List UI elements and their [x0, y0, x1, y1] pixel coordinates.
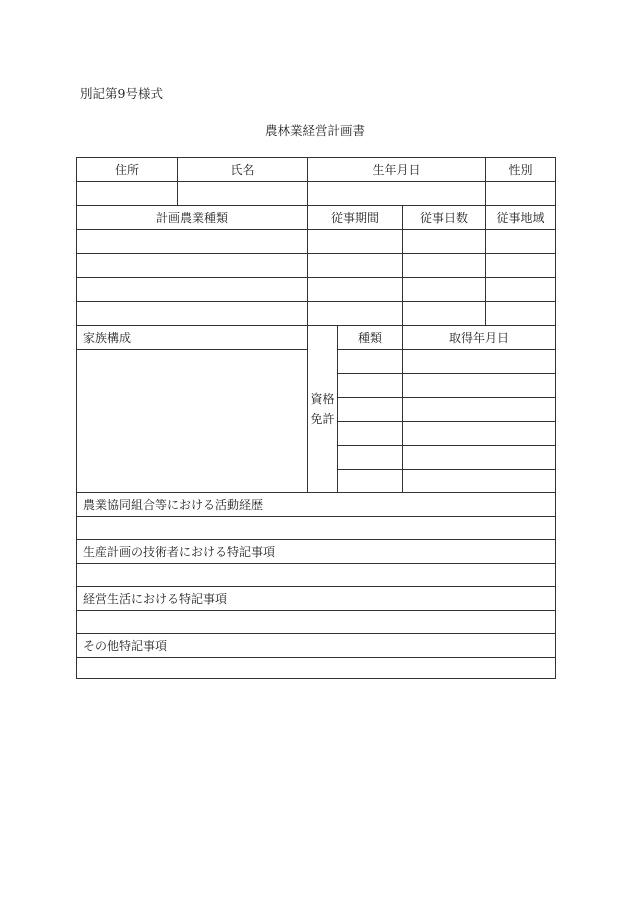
header-work-period: 従事期間 — [307, 205, 403, 230]
license-type-header: 種類 — [337, 325, 403, 350]
license-date-field[interactable] — [402, 421, 556, 446]
work-period-field[interactable] — [307, 301, 403, 326]
work-area-field[interactable] — [485, 253, 556, 278]
work-period-field[interactable] — [307, 277, 403, 302]
form-number: 別記第9号様式 — [80, 86, 163, 101]
management-notes-label: 経営生活における特記事項 — [76, 586, 556, 611]
license-type-field[interactable] — [337, 469, 403, 493]
farm-type-field[interactable] — [76, 229, 308, 254]
coop-history-field[interactable] — [76, 516, 556, 540]
name-field[interactable] — [177, 181, 308, 206]
license-type-field[interactable] — [337, 421, 403, 446]
work-area-field[interactable] — [485, 301, 556, 326]
work-days-field[interactable] — [402, 229, 486, 254]
license-type-field[interactable] — [337, 397, 403, 422]
header-farm-type: 計画農業種類 — [76, 205, 308, 230]
license-date-field[interactable] — [402, 469, 556, 493]
page-title: 農林業経営計画書 — [264, 123, 365, 138]
work-period-field[interactable] — [307, 229, 403, 254]
header-work-days: 従事日数 — [402, 205, 486, 230]
license-type-field[interactable] — [337, 445, 403, 470]
license-date-field[interactable] — [402, 445, 556, 470]
farm-type-field[interactable] — [76, 277, 308, 302]
other-notes-label: その他特記事項 — [76, 633, 556, 658]
farm-type-field[interactable] — [76, 301, 308, 326]
license-date-field[interactable] — [402, 349, 556, 374]
birthdate-field[interactable] — [307, 181, 486, 206]
header-birthdate: 生年月日 — [307, 157, 486, 182]
family-field[interactable] — [76, 349, 308, 493]
work-days-field[interactable] — [402, 253, 486, 278]
family-label: 家族構成 — [76, 325, 308, 350]
header-address: 住所 — [76, 157, 178, 182]
management-notes-field[interactable] — [76, 610, 556, 634]
license-date-field[interactable] — [402, 373, 556, 398]
work-area-field[interactable] — [485, 229, 556, 254]
header-gender: 性別 — [485, 157, 556, 182]
other-notes-field[interactable] — [76, 657, 556, 679]
work-days-field[interactable] — [402, 301, 486, 326]
license-date-header: 取得年月日 — [402, 325, 556, 350]
license-type-field[interactable] — [337, 349, 403, 374]
work-days-field[interactable] — [402, 277, 486, 302]
farm-type-field[interactable] — [76, 253, 308, 278]
gender-field[interactable] — [485, 181, 556, 206]
license-type-field[interactable] — [337, 373, 403, 398]
license-date-field[interactable] — [402, 397, 556, 422]
header-name: 氏名 — [177, 157, 308, 182]
technician-notes-field[interactable] — [76, 563, 556, 587]
license-label: 資格 免許 — [307, 325, 338, 493]
technician-notes-label: 生産計画の技術者における特記事項 — [76, 539, 556, 564]
header-work-area: 従事地域 — [485, 205, 556, 230]
coop-history-label: 農業協同組合等における活動経歴 — [76, 492, 556, 517]
address-field[interactable] — [76, 181, 178, 206]
work-area-field[interactable] — [485, 277, 556, 302]
work-period-field[interactable] — [307, 253, 403, 278]
